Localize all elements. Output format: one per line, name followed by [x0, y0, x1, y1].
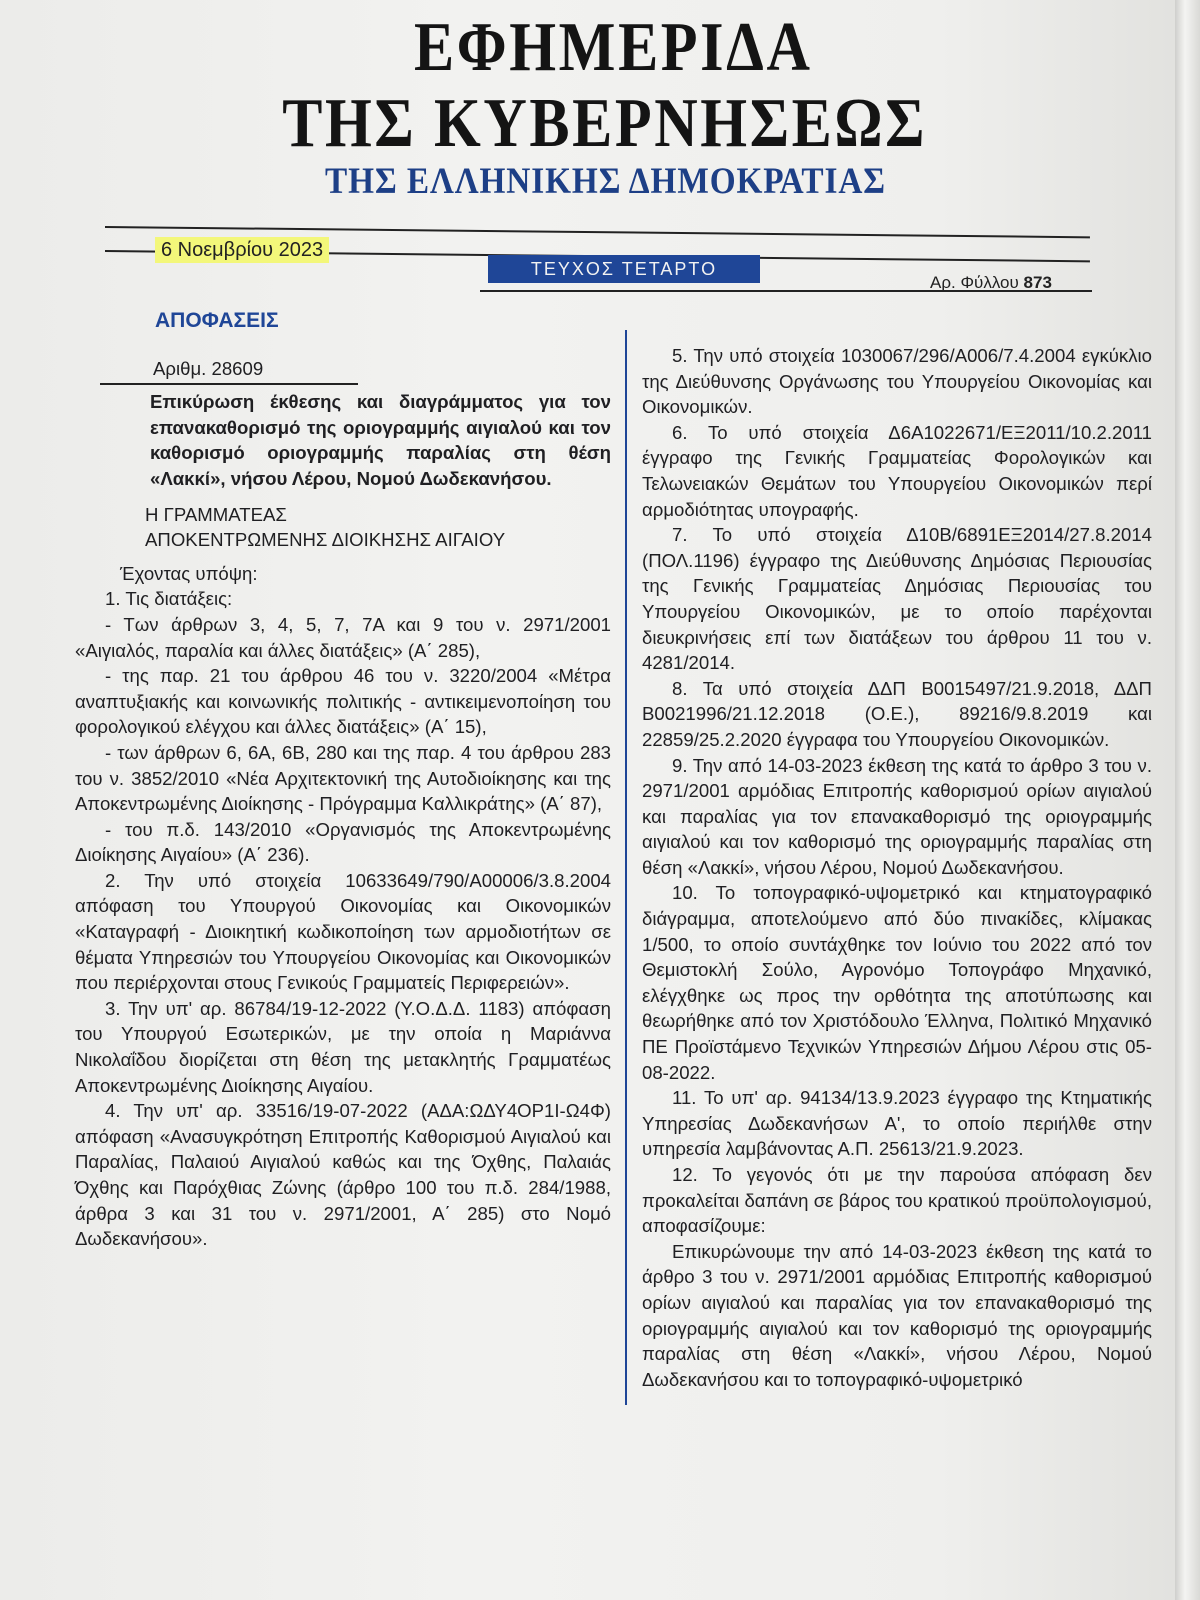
left-column	[75, 308, 611, 1252]
paragraph: 11. Το υπ' αρ. 94134/13.9.2023 έγγραφο της Κτηματικής Υπηρεσίας Δωδεκανήσων Α', το οποίο περιήλθε στην υπηρεσία λαμβάνοντας Α.Π. 25613/21.9.2023.	[642, 1087, 1152, 1160]
paragraph: 6. Το υπό στοιχεία Δ6Α1022671/ΕΞ2011/10.2.2011 έγγραφο της Γενικής Γραμματείας Φορολογικών και Τελωνειακών Θεμάτων του Υπουργείου Οικονομικών περί αρμοδιότητας υπογραφής.	[642, 421, 1152, 520]
sheet-number	[930, 273, 1052, 293]
paragraph: 12. Το γεγονός ότι με την παρούσα απόφαση δεν προκαλείται δαπάνη σε βάρος του κρατικού προϋπολογισμού, αποφασίζουμε:	[642, 1164, 1152, 1237]
paragraph: - του π.δ. 143/2010 «Οργανισμός της Αποκεντρωμένης Διοίκησης Αιγαίου» (Α΄ 236).	[75, 818, 611, 866]
masthead-line-3: ΤΗΣ ΕΛΛΗΝΙΚΗΣ ΔΗΜΟΚΡΑΤΙΑΣ	[325, 161, 886, 202]
paragraph: 2. Την υπό στοιχεία 10633649/790/Α00006/3.8.2004 απόφαση του Υπουργού Οικονομίας και Οικονομικών «Καταγραφή - Διοικητική κωδικοποίηση των αρμοδιοτήτων σε θέματα Υπηρεσιών του Υπουργείου Οικονομίας και Οικονομικών που περιέρχονται στους Γενικούς Γραμματείς Περιφερειών».	[75, 869, 611, 994]
having-in-view: Έχοντας υπόψη:	[120, 562, 258, 584]
decision-number: Αριθμ. 28609	[153, 357, 264, 379]
section-heading: ΑΠΟΦΑΣΕΙΣ	[155, 309, 279, 332]
paragraph: 9. Την από 14-03-2023 έκθεση της κατά το άρθρο 3 του ν. 2971/2001 αρμόδιας Επιτροπής καθορισμού ορίων αιγιαλού και παραλίας για τον επανακαθορισμό της οριογραμμής αιγιαλού και τον καθορισμό της οριογραμμής παραλίας στη θέση «Λακκί», νήσου Λέρου, Νομού Δωδεκανήσου.	[642, 754, 1152, 878]
paragraph: 8. Τα υπό στοιχεία ΔΔΠ Β0015497/21.9.2018, ΔΔΠ Β0021996/21.12.2018 (Ο.Ε.), 89216/9.8.2019 και 22859/25.2.2020 έγγραφα του Υπουργείου Οικονομικών.	[642, 677, 1152, 750]
right-column	[642, 343, 1152, 1392]
masthead-line-1: ΕΦΗΜΕΡΙΔΑ	[414, 9, 813, 86]
page-edge	[1175, 0, 1200, 1600]
masthead-line-2: ΤΗΣ ΚΥΒΕΡΝΗΣΕΩΣ	[282, 85, 928, 162]
paragraph: 1. Τις διατάξεις:	[105, 588, 233, 610]
paragraph: 3. Την υπ' αρ. 86784/19-12-2022 (Υ.Ο.Δ.Δ. 1183) απόφαση του Υπουργού Εσωτερικών, με την οποία η Μαριάννα Νικολαΐδου διορίζεται στη θέση της μετακλητής Γραμματέως Αποκεντρωμένης Διοίκησης Αιγαίου.	[75, 997, 611, 1096]
issue-label: ΤΕΥΧΟΣ ΤΕΤΑΡΤΟ	[488, 255, 760, 283]
paragraph: Επικυρώνουμε την από 14-03-2023 έκθεση της κατά το άρθρο 3 του ν. 2971/2001 αρμόδιας Επιτροπής καθορισμού ορίων αιγιαλού και παραλίας για τον επανακαθορισμό της οριογραμμής αιγιαλού και τον καθορισμό της οριογραμμής παραλίας στη θέση «Λακκί», νήσου Λέρου, Νομού Δωδεκανήσου και το τοπογραφικό-υψομετρικό	[642, 1240, 1152, 1390]
sheet-number-label: Αρ. Φύλλου	[930, 273, 1019, 292]
paragraph: 10. Το τοπογραφικό-υψομετρικό και κτηματογραφικό διάγραμμα, αποτελούμενο από δύο πινακίδες, κλίμακας 1/500, το οποίο συντάχθηκε τον Ιούνιο του 2022 από τον Θεμιστοκλή Σούλο, Αγρονόμο Τοπογράφο Μηχανικό, ελέγχθηκε ως προς την ορθότητα της αποτύπωσης και θεωρήθηκε από τον Χριστόδουλο Έλληνα, Πολιτικό Μηχανικό ΠΕ Προϊστάμενο Τεχνικών Υπηρεσιών Δήμου Λέρου στις 05-08-2022.	[642, 882, 1152, 1083]
column-divider	[625, 330, 627, 1405]
authority-name: ΑΠΟΚΕΝΤΡΩΜΕΝΗΣ ΔΙΟΙΚΗΣΗΣ ΑΙΓΑΙΟΥ	[145, 529, 506, 551]
paragraph: 7. Το υπό στοιχεία Δ10Β/6891ΕΞ2014/27.8.2014 (ΠΟΛ.1196) έγγραφο της Διεύθυνσης Δημόσιας Περιουσίας της Γενικής Γραμματείας Δημόσιας Περιουσίας του Υπουργείου Οικονομικών, με το οποίο παρέχονται διευκρινήσεις επί των διατάξεων του άρθρου 11 του ν. 4281/2014.	[642, 524, 1152, 674]
issue-date: 6 Νοεμβρίου 2023	[155, 237, 329, 263]
paragraph: - των άρθρων 6, 6Α, 6Β, 280 και της παρ. 4 του άρθρου 283 του ν. 3852/2010 «Νέα Αρχιτεκτονική της Αυτοδιοίκησης και της Αποκεντρωμένης Διοίκησης - Πρόγραμμα Καλλικράτης» (Α΄ 87),	[75, 741, 611, 815]
paragraph: 4. Την υπ' αρ. 33516/19-07-2022 (ΑΔΑ:ΩΔΥ4ΟΡ1Ι-Ω4Φ) απόφαση «Ανασυγκρότηση Επιτροπής Καθορισμού Αιγιαλού και Παραλίας, Παλαιού Αιγιαλού καθώς και της Όχθης, Παλαιάς Όχθης και Παρόχθιας Ζώνης (άρθρο 100 του π.δ. 284/1988, άρθρα 3 και 31 του ν. 2971/2001, Α΄ 285) στο Νομό Δωδεκανήσου».	[75, 1100, 611, 1250]
decision-number-rule	[100, 383, 358, 385]
authority-title: Η ΓΡΑΜΜΑΤΕΑΣ	[145, 503, 287, 525]
paragraph: - Των άρθρων 3, 4, 5, 7, 7Α και 9 του ν. 2971/2001 «Αιγιαλός, παραλία και άλλες διατάξεις» (Α΄ 285),	[75, 613, 611, 661]
paragraph: 5. Την υπό στοιχεία 1030067/296/Α006/7.4.2004 εγκύκλιο της Διεύθυνσης Οργάνωσης του Υπουργείου Οικονομίας και Οικονομικών.	[642, 345, 1152, 418]
decision-subject: Επικύρωση έκθεσης και διαγράμματος για τον επανακαθορισμό της οριογραμμής αιγιαλού και τον καθορισμό οριογραμμής παραλίας στη θέση «Λακκί», νήσου Λέρου, Νομού Δωδεκανήσου.	[150, 391, 611, 489]
paragraph: - της παρ. 21 του άρθρου 46 του ν. 3220/2004 «Μέτρα αναπτυξιακής και κοινωνικής πολιτικής - αντικειμενοποίηση του φορολογικού ελέγχου και άλλες διατάξεις» (Α΄ 15),	[75, 665, 611, 738]
sheet-number-value: 873	[1023, 273, 1052, 292]
